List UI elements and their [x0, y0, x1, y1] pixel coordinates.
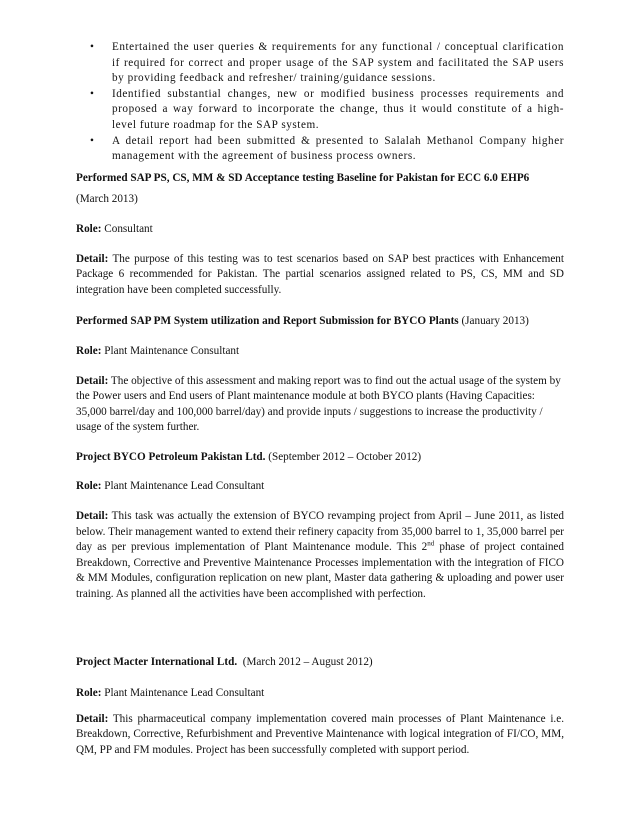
bullet-item: • Entertained the user queries & requirements for any functional / conceptual clarification if required for correct and proper usage of the SAP system and facilitated the SAP users by providing feedback and refresher/ training/guidance sessions. — [90, 41, 564, 85]
project-role: Role: Plant Maintenance Lead Consultant — [76, 687, 265, 700]
project-role: Role: Plant Maintenance Lead Consultant — [76, 480, 265, 493]
project-title: Performed SAP PS, CS, MM & SD Acceptance testing Baseline for Pakistan for ECC 6.0 EHP6 — [76, 171, 530, 184]
project-detail: Detail: This pharmaceutical company implementation covered main processes of Plant Maintenance i.e. Breakdown, Corrective, Refurbishment and Preventive Maintenance with logical integration of FI/CO, MM, QM, PP and FM modules. Project has been successfully completed with support period. — [76, 712, 564, 756]
bullet-icon: • — [90, 134, 95, 147]
project-role: Role: Consultant — [76, 222, 153, 235]
project-title: Project BYCO Petroleum Pakistan Ltd. (September 2012 – October 2012) — [76, 450, 422, 463]
bullet-item: • A detail report had been submitted & presented to Salalah Methanol Company higher management with the agreement of business process owners. — [90, 134, 564, 163]
bullet-icon: • — [90, 41, 95, 53]
project-detail: Detail: The purpose of this testing was to test scenarios based on SAP best practices with Enhancement Package 6 recommended for Pakistan. The partial scenarios assigned related to PS, CS, MM and SD integration have been completed successfully. — [76, 252, 564, 296]
project-detail: Detail: The objective of this assessment and making report was to find out the actual usage of the system by the Power users and End users of Plant maintenance module at both BYCO plants (Having Capacities: 35,000 barrel/day and 100,000 barrel/day) and provide inputs / suggestions to increase the productivity / usage of the system further. — [76, 374, 561, 434]
project-title: Performed SAP PM System utilization and Report Submission for BYCO Plants (January 2013) — [76, 315, 529, 328]
project-role: Role: Plant Maintenance Consultant — [76, 344, 240, 357]
bullet-icon: • — [90, 87, 95, 100]
document-page — [76, 40, 564, 759]
project-dates: (March 2013) — [76, 193, 138, 206]
project-title: Project Macter International Ltd. (March 2012 – August 2012) — [76, 655, 373, 668]
bullet-list — [76, 40, 564, 165]
bullet-item: • Identified substantial changes, new or modified business processes requirements and proposed a way forward to incorporate the change, thus it would constitute of a high-level future roadmap for the SAP system. — [90, 87, 564, 131]
project-detail: Detail: This task was actually the extension of BYCO revamping project from April – June 2011, as listed below. Their management wanted to extend their refinery capacity from 35,000 barrel to 1, 35,000 barrel per day as per previous implementation of Plant Maintenance module. This 2nd phase of project contained Breakdown, Corrective and Preventive Maintenance Processes implementation with the integration of FICO & MM Modules, configuration replication on new plant, Master data gathering & uploading and power user training. As planned all the activities have been accomplished with perfection. — [76, 510, 564, 601]
